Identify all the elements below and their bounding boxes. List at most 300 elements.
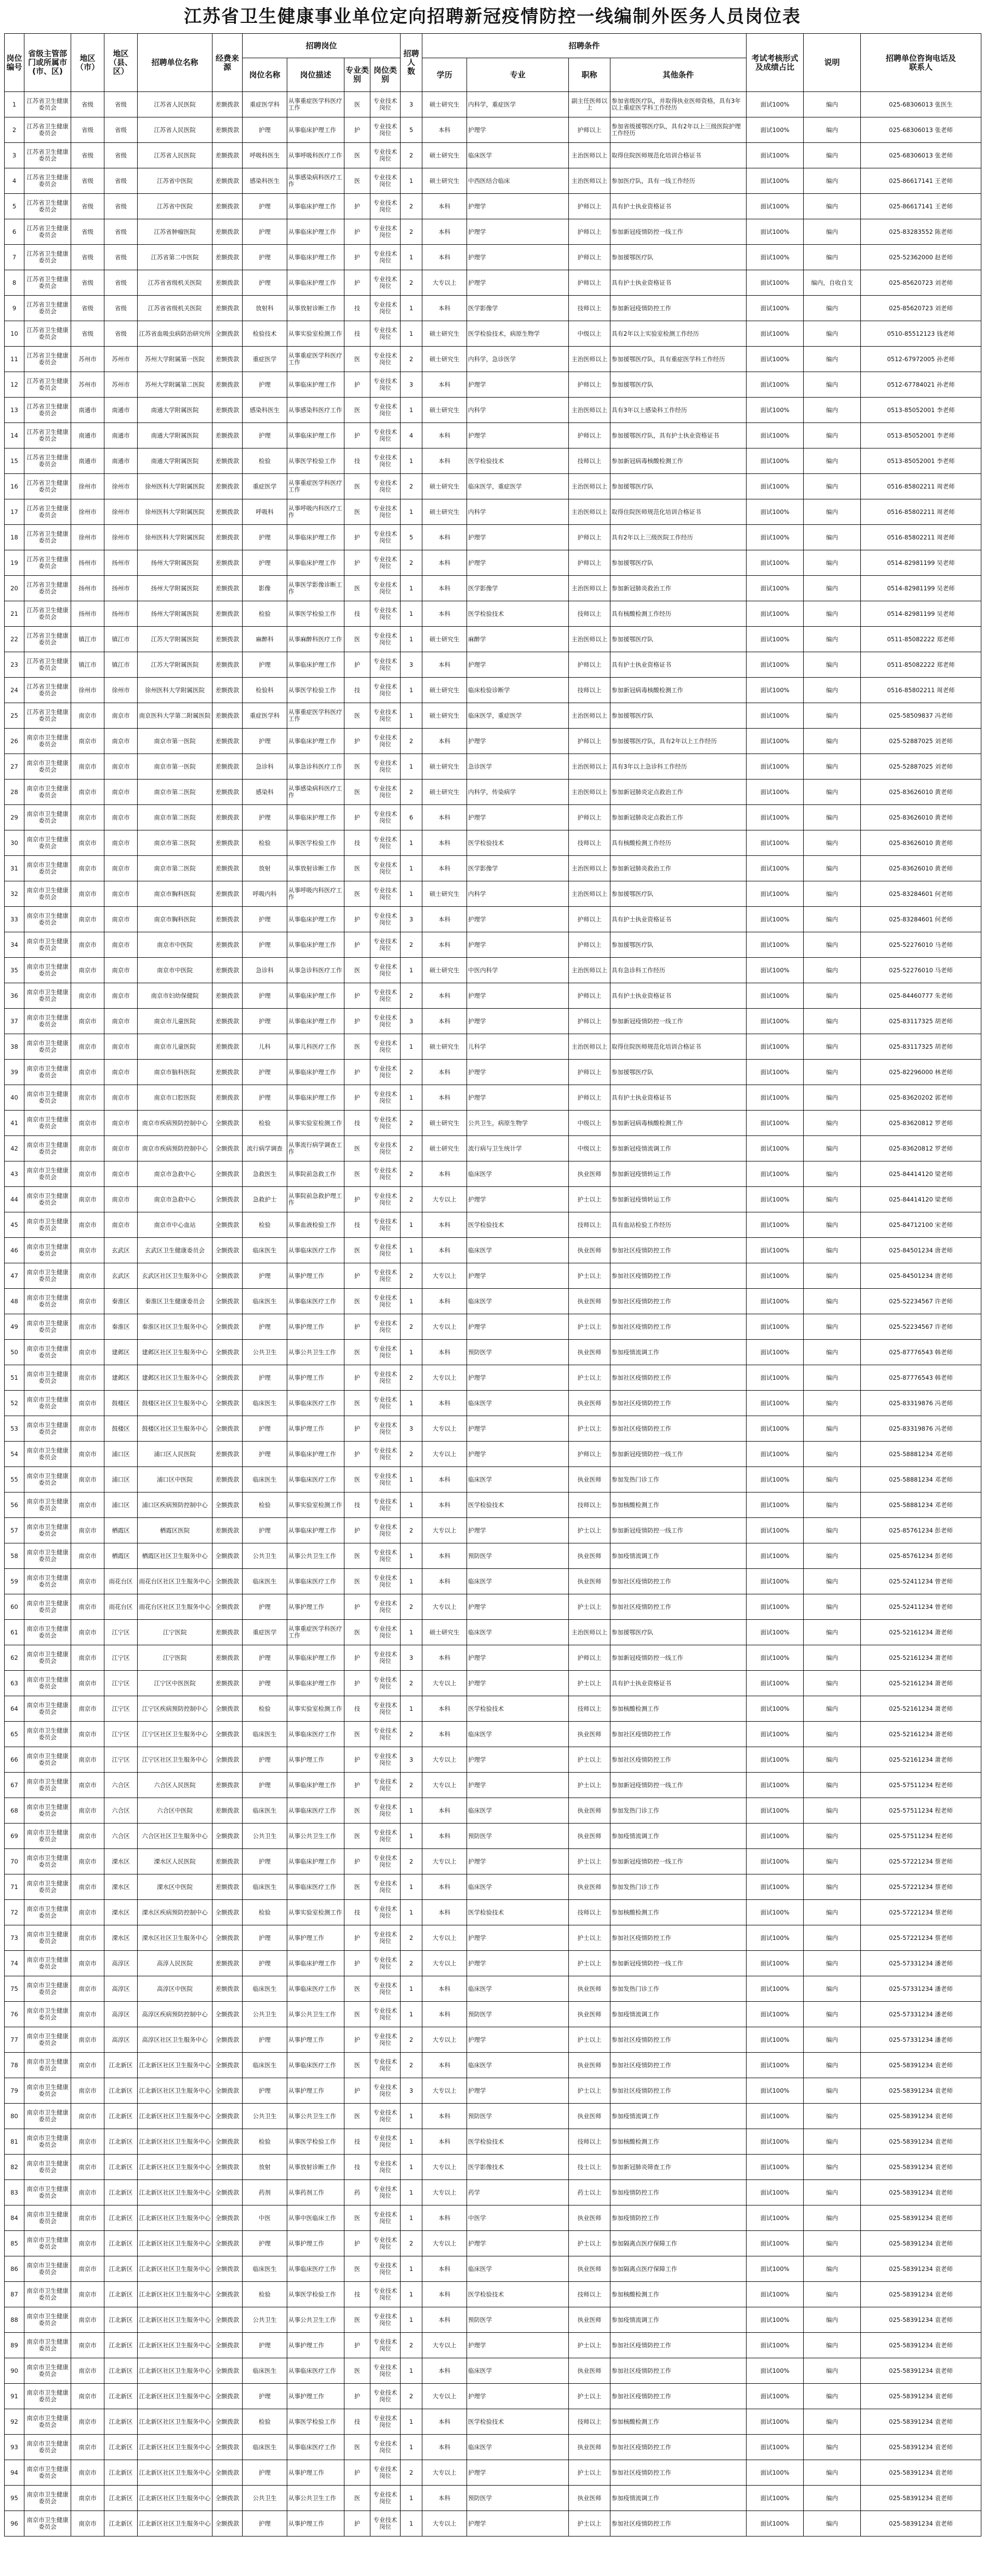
cell-post-type: 专业技术岗位 [370, 1925, 401, 1951]
cell-post-name: 护理 [243, 245, 287, 270]
cell-headcount: 2 [401, 2053, 422, 2078]
cell-headcount: 2 [401, 1442, 422, 1467]
cell-contact: 025-83319876 冯老师 [861, 1416, 981, 1442]
cell-title-rank: 技师以上 [569, 296, 610, 321]
cell-county: 高淳区 [104, 1951, 138, 1976]
cell-post-name: 护理 [243, 372, 287, 398]
cell-title-rank: 技师以上 [569, 1696, 610, 1722]
cell-note: 编内 [804, 1824, 861, 1849]
cell-education: 硕士研究生 [422, 958, 467, 983]
cell-post-no: 93 [5, 2435, 24, 2460]
cell-county: 省级 [104, 296, 138, 321]
cell-department: 江苏省卫生健康委员会 [24, 219, 71, 245]
cell-headcount: 2 [401, 1187, 422, 1212]
cell-major-category: 技 [344, 2129, 370, 2155]
cell-headcount: 1 [401, 1034, 422, 1060]
cell-title-rank: 护士以上 [569, 1951, 610, 1976]
cell-major: 中医内科学 [467, 958, 569, 983]
cell-post-name: 检验 [243, 1492, 287, 1518]
cell-post-desc: 从事临床护理工作 [287, 983, 344, 1009]
cell-note: 编内 [804, 2078, 861, 2104]
cell-major: 护理学 [467, 2460, 569, 2486]
cell-title-rank: 护士以上 [569, 2333, 610, 2358]
cell-post-type: 专业技术岗位 [370, 1951, 401, 1976]
cell-department: 江苏省卫生健康委员会 [24, 652, 71, 678]
cell-contact: 025-83117325 胡老师 [861, 1009, 981, 1034]
cell-post-desc: 从事临床护理工作 [287, 1671, 344, 1696]
cell-county: 江北新区 [104, 2231, 138, 2256]
cell-title-rank: 技师以上 [569, 1900, 610, 1925]
cell-major-category: 技 [344, 448, 370, 474]
cell-headcount: 1 [401, 1212, 422, 1238]
cell-county: 浦口区 [104, 1467, 138, 1492]
cell-employer: 江北新区社区卫生服务中心 [138, 2231, 212, 2256]
cell-headcount: 2 [401, 932, 422, 958]
cell-major-category: 技 [344, 1212, 370, 1238]
cell-exam: 面试100% [747, 2104, 804, 2129]
cell-title-rank: 执业医师 [569, 2486, 610, 2511]
cell-post-no: 14 [5, 423, 24, 448]
cell-exam: 面试100% [747, 703, 804, 729]
cell-headcount: 1 [401, 2256, 422, 2282]
cell-other: 参加发热门诊工作 [610, 1874, 747, 1900]
cell-post-name: 放射 [243, 2155, 287, 2180]
cell-education: 大专以上 [422, 1187, 467, 1212]
cell-city: 南通市 [71, 398, 104, 423]
cell-post-type: 专业技术岗位 [370, 2053, 401, 2078]
cell-department: 南京市卫生健康委员会 [24, 1314, 71, 1340]
cell-county: 江北新区 [104, 2155, 138, 2180]
cell-post-name: 护理 [243, 219, 287, 245]
cell-post-type: 专业技术岗位 [370, 296, 401, 321]
cell-city: 南京市 [71, 2460, 104, 2486]
cell-contact: 0513-85052001 李老师 [861, 423, 981, 448]
cell-title-rank: 护师以上 [569, 907, 610, 932]
cell-employer: 南京市妇幼保健院 [138, 983, 212, 1009]
cell-education: 大专以上 [422, 1365, 467, 1391]
table-row [5, 2384, 981, 2409]
cell-contact: 025-52161234 萧老师 [861, 1620, 981, 1645]
cell-post-no: 5 [5, 194, 24, 219]
cell-city: 南京市 [71, 1696, 104, 1722]
cell-title-rank: 技师以上 [569, 601, 610, 627]
cell-post-name: 急诊科 [243, 958, 287, 983]
cell-exam: 面试100% [747, 1747, 804, 1773]
cell-exam: 面试100% [747, 754, 804, 780]
cell-department: 南京市卫生健康委员会 [24, 1951, 71, 1976]
cell-department: 南京市卫生健康委员会 [24, 1925, 71, 1951]
cell-contact: 025-58391234 袁老师 [861, 2078, 981, 2104]
table-row [5, 1085, 981, 1111]
cell-county: 雨花台区 [104, 1594, 138, 1620]
cell-county: 玄武区 [104, 1263, 138, 1289]
cell-other: 具有急诊科工作经历 [610, 958, 747, 983]
cell-exam: 面试100% [747, 2486, 804, 2511]
cell-major: 临床医学 [467, 1467, 569, 1492]
cell-exam: 面试100% [747, 2129, 804, 2155]
cell-other: 参加疫情防控工作 [610, 2205, 747, 2231]
cell-employer: 江北新区社区卫生服务中心 [138, 2104, 212, 2129]
cell-note: 编内 [804, 1900, 861, 1925]
cell-county: 徐州市 [104, 525, 138, 550]
cell-title-rank: 护士以上 [569, 1747, 610, 1773]
cell-headcount: 2 [401, 1161, 422, 1187]
cell-major-category: 护 [344, 1060, 370, 1085]
cell-funding: 全额拨款 [212, 2231, 243, 2256]
cell-funding: 差额拨款 [212, 576, 243, 601]
cell-post-no: 47 [5, 1263, 24, 1289]
cell-major: 护理学 [467, 1773, 569, 1798]
cell-education: 本科 [422, 1009, 467, 1034]
cell-education: 本科 [422, 423, 467, 448]
cell-contact: 025-68306013 张老师 [861, 117, 981, 143]
cell-contact: 025-52887025 刘老师 [861, 754, 981, 780]
cell-funding: 全额拨款 [212, 1263, 243, 1289]
cell-major-category: 医 [344, 474, 370, 499]
cell-city: 徐州市 [71, 525, 104, 550]
cell-major-category: 护 [344, 1365, 370, 1391]
cell-post-name: 护理 [243, 2460, 287, 2486]
cell-post-no: 87 [5, 2282, 24, 2307]
cell-department: 南京市卫生健康委员会 [24, 1442, 71, 1467]
cell-contact: 025-85761234 彭老师 [861, 1518, 981, 1543]
cell-post-type: 专业技术岗位 [370, 1900, 401, 1925]
cell-major-category: 医 [344, 1034, 370, 1060]
cell-post-type: 专业技术岗位 [370, 983, 401, 1009]
cell-post-no: 16 [5, 474, 24, 499]
cell-funding: 差额拨款 [212, 1518, 243, 1543]
cell-title-rank: 技师以上 [569, 678, 610, 703]
cell-education: 本科 [422, 1696, 467, 1722]
cell-major: 流行病与卫生统计学 [467, 1136, 569, 1161]
cell-county: 徐州市 [104, 678, 138, 703]
cell-county: 浦口区 [104, 1442, 138, 1467]
table-row [5, 1722, 981, 1747]
cell-major: 临床医学 [467, 1798, 569, 1824]
cell-contact: 025-83626010 黄老师 [861, 805, 981, 830]
table-row [5, 2256, 981, 2282]
cell-department: 南京市卫生健康委员会 [24, 1238, 71, 1263]
cell-post-name: 检验 [243, 601, 287, 627]
cell-headcount: 2 [401, 1722, 422, 1747]
cell-department: 江苏省卫生健康委员会 [24, 270, 71, 296]
cell-post-name: 护理 [243, 525, 287, 550]
cell-contact: 0514-82981199 吴老师 [861, 550, 981, 576]
cell-post-no: 17 [5, 499, 24, 525]
cell-employer: 江苏省省级机关医院 [138, 296, 212, 321]
cell-contact: 0516-85802211 周老师 [861, 525, 981, 550]
cell-other: 参加疫情流调工作 [610, 2104, 747, 2129]
cell-county: 南京市 [104, 780, 138, 805]
cell-post-no: 9 [5, 296, 24, 321]
cell-major-category: 医 [344, 780, 370, 805]
cell-county: 苏州市 [104, 347, 138, 372]
cell-post-desc: 从事护理工作 [287, 2027, 344, 2053]
cell-contact: 025-85620723 刘老师 [861, 296, 981, 321]
header-group-conditions: 招聘条件 [422, 34, 747, 58]
cell-county: 省级 [104, 245, 138, 270]
cell-county: 南京市 [104, 754, 138, 780]
cell-city: 省级 [71, 321, 104, 347]
cell-headcount: 1 [401, 1340, 422, 1365]
cell-title-rank: 执业医师 [569, 1976, 610, 2002]
cell-city: 南京市 [71, 1340, 104, 1365]
cell-other: 参加隔离点医疗保障工作 [610, 2256, 747, 2282]
cell-major: 护理学 [467, 1060, 569, 1085]
cell-funding: 差额拨款 [212, 168, 243, 194]
cell-major: 内科学 [467, 499, 569, 525]
cell-note: 编内 [804, 1263, 861, 1289]
cell-major-category: 护 [344, 1009, 370, 1034]
cell-department: 南京市卫生健康委员会 [24, 2358, 71, 2384]
cell-county: 省级 [104, 321, 138, 347]
cell-post-name: 检验 [243, 1696, 287, 1722]
cell-education: 本科 [422, 2129, 467, 2155]
cell-county: 扬州市 [104, 550, 138, 576]
cell-note: 编内 [804, 703, 861, 729]
cell-employer: 徐州医科大学附属医院 [138, 474, 212, 499]
cell-post-no: 6 [5, 219, 24, 245]
cell-county: 南京市 [104, 907, 138, 932]
cell-exam: 面试100% [747, 2282, 804, 2307]
cell-post-name: 检验 [243, 1212, 287, 1238]
cell-employer: 江宁医院 [138, 1620, 212, 1645]
cell-other: 参加新冠病毒核酸检测工作 [610, 1111, 747, 1136]
cell-title-rank: 执业医师 [569, 1824, 610, 1849]
cell-funding: 全额拨款 [212, 1900, 243, 1925]
cell-headcount: 3 [401, 2078, 422, 2104]
cell-city: 南京市 [71, 1671, 104, 1696]
cell-post-name: 检验科 [243, 678, 287, 703]
cell-post-name: 公共卫生 [243, 1543, 287, 1569]
table-row [5, 143, 981, 168]
cell-post-no: 18 [5, 525, 24, 550]
cell-post-no: 54 [5, 1442, 24, 1467]
cell-note: 编内 [804, 1467, 861, 1492]
cell-funding: 全额拨款 [212, 1289, 243, 1314]
cell-city: 省级 [71, 219, 104, 245]
cell-city: 南京市 [71, 2155, 104, 2180]
cell-employer: 江北新区社区卫生服务中心 [138, 2282, 212, 2307]
cell-post-no: 29 [5, 805, 24, 830]
cell-headcount: 1 [401, 296, 422, 321]
cell-city: 镇江市 [71, 652, 104, 678]
cell-education: 大专以上 [422, 1925, 467, 1951]
cell-other: 具有护士执业资格证书 [610, 907, 747, 932]
cell-post-name: 公共卫生 [243, 1340, 287, 1365]
cell-major: 急诊医学 [467, 754, 569, 780]
table-row [5, 2409, 981, 2435]
table-row [5, 2078, 981, 2104]
cell-city: 南京市 [71, 1136, 104, 1161]
cell-post-no: 79 [5, 2078, 24, 2104]
cell-other: 参加援鄂医疗队 [610, 703, 747, 729]
cell-title-rank: 护师以上 [569, 219, 610, 245]
cell-funding: 差额拨款 [212, 398, 243, 423]
cell-exam: 面试100% [747, 372, 804, 398]
cell-major: 护理学 [467, 270, 569, 296]
cell-post-name: 放射 [243, 856, 287, 881]
cell-major: 医学检验技术 [467, 601, 569, 627]
cell-major: 护理学 [467, 1442, 569, 1467]
cell-post-name: 临床医生 [243, 2053, 287, 2078]
cell-contact: 0512-67784021 孙老师 [861, 372, 981, 398]
cell-major-category: 技 [344, 830, 370, 856]
cell-exam: 面试100% [747, 1034, 804, 1060]
table-row [5, 1111, 981, 1136]
cell-title-rank: 护师以上 [569, 117, 610, 143]
cell-post-no: 67 [5, 1773, 24, 1798]
cell-city: 南京市 [71, 1900, 104, 1925]
cell-post-desc: 从事临床医疗工作 [287, 1391, 344, 1416]
cell-department: 南京市卫生健康委员会 [24, 2307, 71, 2333]
cell-department: 南京市卫生健康委员会 [24, 1263, 71, 1289]
cell-county: 江宁区 [104, 1620, 138, 1645]
cell-city: 南京市 [71, 729, 104, 754]
cell-education: 硕士研究生 [422, 143, 467, 168]
cell-city: 徐州市 [71, 678, 104, 703]
cell-exam: 面试100% [747, 1645, 804, 1671]
cell-post-no: 65 [5, 1722, 24, 1747]
cell-exam: 面试100% [747, 2155, 804, 2180]
cell-city: 南京市 [71, 780, 104, 805]
table-row [5, 703, 981, 729]
cell-post-name: 临床医生 [243, 1798, 287, 1824]
cell-exam: 面试100% [747, 245, 804, 270]
cell-post-desc: 从事临床护理工作 [287, 219, 344, 245]
cell-department: 南京市卫生健康委员会 [24, 1696, 71, 1722]
cell-post-desc: 从事护理工作 [287, 2384, 344, 2409]
cell-funding: 全额拨款 [212, 321, 243, 347]
cell-contact: 0510-85512123 钱老师 [861, 321, 981, 347]
cell-major: 临床医学 [467, 143, 569, 168]
cell-post-name: 护理 [243, 194, 287, 219]
cell-major: 预防医学 [467, 2486, 569, 2511]
cell-city: 扬州市 [71, 601, 104, 627]
cell-title-rank: 执业医师 [569, 2053, 610, 2078]
cell-department: 南京市卫生健康委员会 [24, 2231, 71, 2256]
cell-post-no: 20 [5, 576, 24, 601]
cell-note: 编内 [804, 1365, 861, 1391]
cell-education: 本科 [422, 2256, 467, 2282]
cell-title-rank: 执业医师 [569, 1238, 610, 1263]
cell-department: 南京市卫生健康委员会 [24, 2027, 71, 2053]
cell-major-category: 护 [344, 525, 370, 550]
cell-post-name: 护理 [243, 1365, 287, 1391]
cell-post-name: 护理 [243, 805, 287, 830]
cell-county: 江宁区 [104, 1696, 138, 1722]
cell-other: 参加新冠疫情防控工作 [610, 296, 747, 321]
table-row [5, 1900, 981, 1925]
cell-city: 南京市 [71, 805, 104, 830]
cell-major-category: 护 [344, 219, 370, 245]
cell-other: 参加新冠疫情防控一线工作 [610, 1442, 747, 1467]
cell-education: 大专以上 [422, 2078, 467, 2104]
cell-post-name: 检验技术 [243, 321, 287, 347]
cell-contact: 025-84501234 唐老师 [861, 1238, 981, 1263]
cell-employer: 江宁医院 [138, 1645, 212, 1671]
cell-post-desc: 从事临床护理工作 [287, 729, 344, 754]
cell-headcount: 1 [401, 958, 422, 983]
cell-post-type: 专业技术岗位 [370, 92, 401, 117]
cell-post-no: 94 [5, 2460, 24, 2486]
table-row [5, 729, 981, 754]
cell-other: 具有护士执业资格证书 [610, 983, 747, 1009]
cell-exam: 面试100% [747, 1874, 804, 1900]
cell-exam: 面试100% [747, 1594, 804, 1620]
cell-major: 内科学 [467, 398, 569, 423]
cell-funding: 差额拨款 [212, 1773, 243, 1798]
cell-exam: 面试100% [747, 2205, 804, 2231]
table-row [5, 2486, 981, 2511]
cell-note: 编内 [804, 958, 861, 983]
cell-county: 南京市 [104, 1187, 138, 1212]
cell-county: 南通市 [104, 423, 138, 448]
cell-city: 南京市 [71, 1798, 104, 1824]
cell-city: 南京市 [71, 1849, 104, 1874]
cell-department: 南京市卫生健康委员会 [24, 1671, 71, 1696]
cell-title-rank: 中级以上 [569, 321, 610, 347]
cell-headcount: 2 [401, 2460, 422, 2486]
cell-headcount: 1 [401, 448, 422, 474]
cell-employer: 鼓楼区社区卫生服务中心 [138, 1391, 212, 1416]
cell-headcount: 1 [401, 1238, 422, 1263]
cell-major: 护理学 [467, 423, 569, 448]
cell-exam: 面试100% [747, 780, 804, 805]
cell-title-rank: 执业医师 [569, 2104, 610, 2129]
cell-post-type: 专业技术岗位 [370, 1620, 401, 1645]
table-row [5, 1747, 981, 1773]
cell-major-category: 护 [344, 1416, 370, 1442]
cell-city: 省级 [71, 270, 104, 296]
cell-note: 编内 [804, 881, 861, 907]
cell-department: 南京市卫生健康委员会 [24, 754, 71, 780]
table-row [5, 1492, 981, 1518]
table-row [5, 805, 981, 830]
cell-major: 临床医学，重症医学 [467, 474, 569, 499]
cell-education: 本科 [422, 2358, 467, 2384]
cell-post-no: 86 [5, 2256, 24, 2282]
cell-headcount: 2 [401, 1314, 422, 1340]
cell-county: 南京市 [104, 1009, 138, 1034]
cell-city: 南京市 [71, 2104, 104, 2129]
cell-employer: 六合区社区卫生服务中心 [138, 1824, 212, 1849]
cell-post-name: 呼吸科医生 [243, 143, 287, 168]
cell-major-category: 医 [344, 576, 370, 601]
table-row [5, 907, 981, 932]
cell-note: 编内 [804, 2027, 861, 2053]
cell-post-name: 公共卫生 [243, 2307, 287, 2333]
cell-post-type: 专业技术岗位 [370, 1492, 401, 1518]
cell-education: 本科 [422, 1085, 467, 1111]
table-row [5, 92, 981, 117]
cell-major: 护理学 [467, 1009, 569, 1034]
cell-post-name: 护理 [243, 1671, 287, 1696]
cell-post-type: 专业技术岗位 [370, 2002, 401, 2027]
cell-post-type: 专业技术岗位 [370, 2435, 401, 2460]
cell-major-category: 医 [344, 2435, 370, 2460]
cell-contact: 025-68306013 张老师 [861, 143, 981, 168]
cell-funding: 差额拨款 [212, 550, 243, 576]
cell-note: 编内 [804, 1696, 861, 1722]
cell-note: 编内 [804, 1543, 861, 1569]
cell-county: 扬州市 [104, 576, 138, 601]
cell-headcount: 1 [401, 1569, 422, 1594]
cell-post-type: 专业技术岗位 [370, 398, 401, 423]
cell-funding: 差额拨款 [212, 1467, 243, 1492]
cell-major: 预防医学 [467, 1824, 569, 1849]
cell-major-category: 护 [344, 983, 370, 1009]
